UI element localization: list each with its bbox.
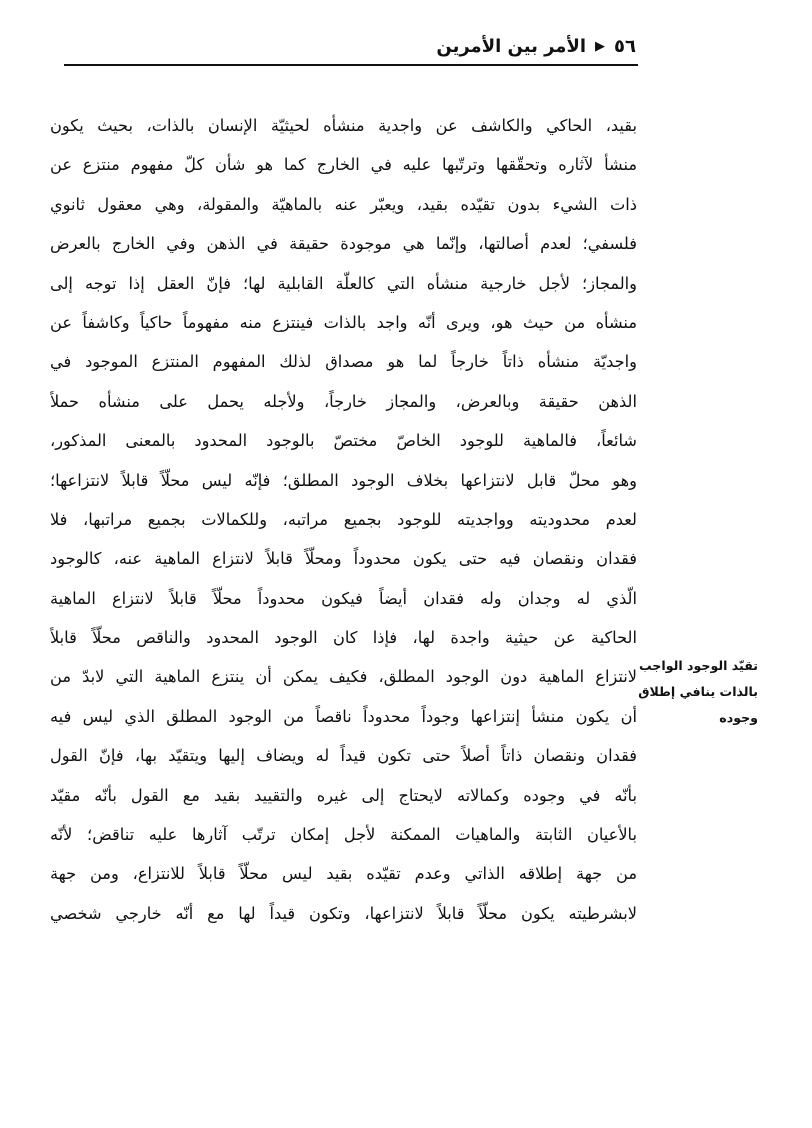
text-line: لانتزاع الماهية دون الوجود المطلق، فكيف يمكن أن ينتزع الماهية التي لابدّ من — [50, 667, 637, 687]
text-line: ذات الشيء بدون تقيّده بقيد، ويعبّر عنه بالماهيّة والمقولة، وهي معقول ثانوي — [50, 194, 637, 214]
text-line: لعدم محدوديته وواجديته للوجود بجميع مراتبه، وللكمالات بجميع مراتبها، فلا — [50, 509, 637, 529]
text-line: الّذي له وجدان وله فقدان أيضاً فيكون محدوداً محلّاً قابلاً لانتزاع الماهية — [50, 588, 637, 608]
text-line: والمجاز؛ لأجل خارجية منشأه التي كالعلّة القابلية لها؛ فإنّ العقل إذا توجه إلى — [50, 273, 637, 293]
margin-note-line: تقيّد الوجود الواجب — [638, 658, 758, 673]
text-line: من جهة إطلاقه الذاتي وعدم تقيّده بقيد ليس محلّاً قابلاً للانتزاع، ومن جهة — [50, 864, 637, 884]
triangle-marker-icon: ▶ — [595, 38, 606, 54]
page-number: ٥٦ — [614, 35, 636, 57]
text-line: بقيد، الحاكي والكاشف عن واجدية منشأه لحيثيّة الإنسان بالذات، بحيث يكون — [50, 116, 637, 135]
running-title: الأمر بين الأمرين — [436, 35, 587, 57]
header-rule — [64, 64, 638, 66]
text-line: بالأعيان الثابتة والماهيات الممكنة لأجل إمكان ترتّب آثارها عليه تناقض؛ لأنّه — [50, 825, 637, 845]
text-line: وهو محلّ قابل لانتزاعها بخلاف الوجود المطلق؛ فإنّه ليس محلّاً قابلاً لانتزاعها؛ — [50, 470, 637, 490]
margin-note-line: وجوده — [719, 710, 758, 725]
margin-note-line: بالذات ينافي إطلاق — [638, 684, 758, 699]
text-line: فقدان ونقصان فيه حتى يكون محدوداً ومحلّاً قابلاً لانتزاع الماهية عنه، كالوجود — [50, 549, 637, 569]
running-header — [431, 28, 636, 64]
text-line: أن يكون منشأ إنتزاعها وجوداً محدوداً ناقصاً من الوجود المطلق الذي ليس فيه — [50, 706, 637, 726]
text-line: فلسفي؛ لعدم أصالتها، وإنّما هي موجودة حقيقة في الذهن وفي الخارج بالعرض — [50, 234, 637, 254]
text-line: الذهن حقيقة وبالعرض، والمجاز خارجاً، ولأجله يحمل على منشأه حملاً — [50, 391, 637, 411]
text-line: الحاكية عن حيثية واجدة لها، فإذا كان الوجود المحدود والناقص محلّاً قابلاً — [50, 628, 637, 648]
text-line: لابشرطيته يكون محلّاً قابلاً لانتزاعها، وتكون قيداً لها مع أنّه خارجي شخصي — [50, 903, 637, 923]
text-line: شائعاً، فالماهية للوجود الخاصّ مختصّ بالوجود المحدود بالمعنى المذكور، — [50, 431, 637, 451]
margin-note — [638, 653, 758, 731]
text-line: منشأ لآثاره وتحقّقها وترتّبها عليه في الخارج كما هو شأن كلّ مفهوم منتزع عن — [50, 155, 637, 175]
body-text — [50, 106, 637, 933]
text-line: بأنّه في وجوده وكمالاته لايحتاج إلى غيره والتقييد بقيد مع القول بأنّه مقيّد — [50, 785, 637, 805]
text-line: منشأه من حيث هو، ويرى أنّه واجد بالذات فينتزع منه مفهوماً حاكياً وكاشفاً عن — [50, 312, 637, 332]
text-line: فقدان ونقصان ذاتاً أصلاً حتى تكون قيداً له ويضاف إليها ويتقيّد بها، فإنّ القول — [50, 746, 637, 766]
text-line: واجديّة منشأه ذاتاً خارجاً لما هو مصداق لذلك المفهوم المنتزع الموجود في — [50, 352, 637, 372]
